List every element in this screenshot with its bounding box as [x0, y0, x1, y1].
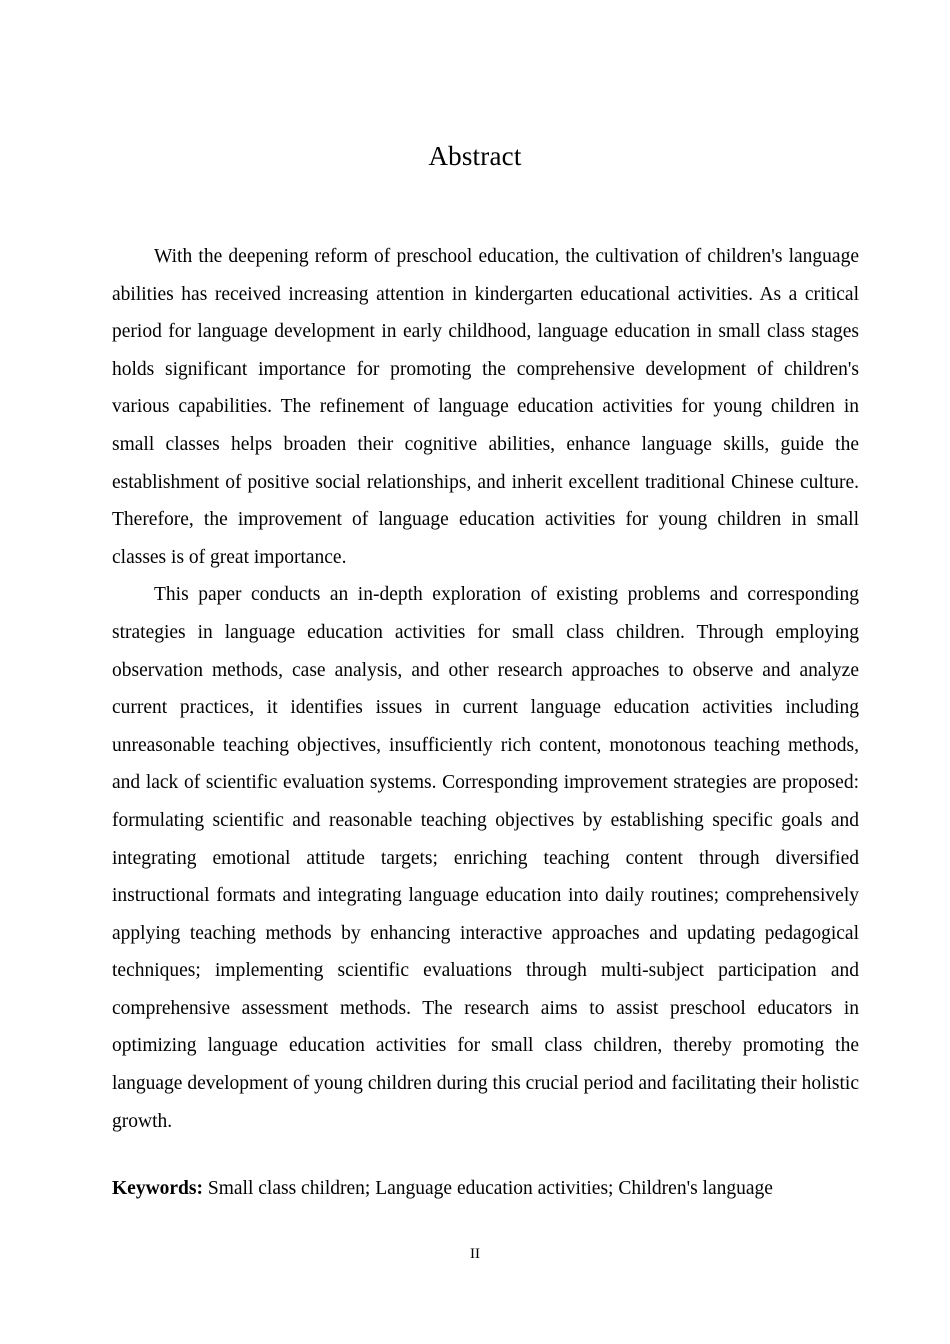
abstract-body	[112, 238, 859, 1140]
page-title: Abstract	[428, 141, 522, 172]
keywords-label: Keywords:	[112, 1178, 203, 1199]
abstract-paragraph-1: With the deepening reform of preschool education, the cultivation of children's language abilities has received increasing attention in kindergarten educational activities. As a critical period for language development in early childhood, language education in small class stages holds significant importance for promoting the comprehensive development of children's various capabilities. The refinement of language education activities for young children in small classes helps broaden their cognitive abilities, enhance language skills, guide the establishment of positive social relationships, and inherit excellent traditional Chinese culture. Therefore, the improvement of language education activities for young children in small classes is of great importance.	[112, 246, 859, 568]
page-number: II	[470, 1246, 480, 1262]
abstract-paragraph-2: This paper conducts an in-depth exploration of existing problems and corresponding strategies in language education activities for small class children. Through employing observation methods, case analysis, and other research approaches to observe and analyze current practices, it identifies issues in current language education activities including unreasonable teaching objectives, insufficiently rich content, monotonous teaching methods, and lack of scientific evaluation systems. Corresponding improvement strategies are proposed: formulating scientific and reasonable teaching objectives by establishing specific goals and integrating emotional attitude targets; enriching teaching content through diversified instructional formats and integrating language education into daily routines; comprehensively applying teaching methods by enhancing interactive approaches and updating pedagogical techniques; implementing scientific evaluations through multi-subject participation and comprehensive assessment methods. The research aims to assist preschool educators in optimizing language education activities for small class children, thereby promoting the language development of young children during this crucial period and facilitating their holistic growth.	[112, 584, 859, 1132]
keywords-line	[112, 1170, 859, 1208]
keywords-value: Small class children; Language education activities; Children's language	[207, 1178, 773, 1199]
